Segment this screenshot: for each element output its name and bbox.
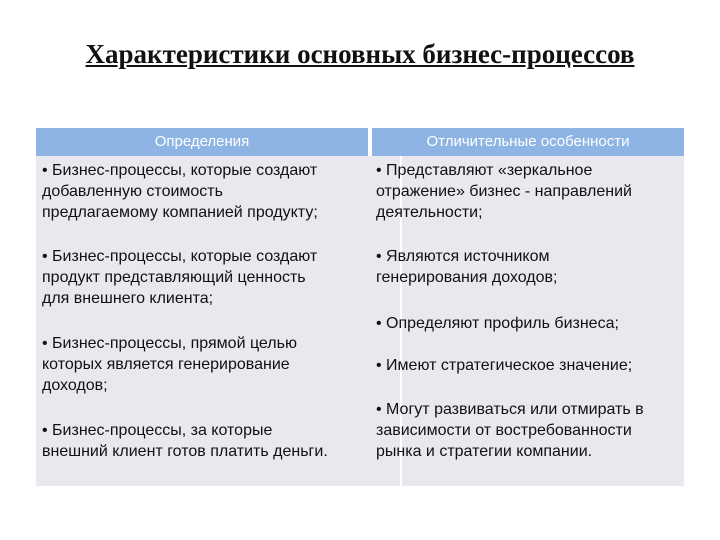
definition-item-4: • Бизнес-процессы, за которые внешний клиент готов платить деньги. [42, 422, 328, 460]
header-distinctive-features: Отличительные особенности [372, 128, 684, 156]
feature-item-5: • Могут развиваться или отмирать в зависимости от востребованности рынка и стратегии компании. [376, 401, 644, 460]
header-definitions: Определения [36, 128, 368, 156]
feature-item-1: • Представляют «зеркальное отражение» бизнес - направлений деятельности; [376, 162, 632, 221]
characteristics-table [36, 128, 684, 486]
feature-item-3: • Определяют профиль бизнеса; [376, 315, 619, 332]
definition-item-2: • Бизнес-процессы, которые создают продукт представляющий ценность для внешнего клиента; [42, 248, 318, 307]
feature-item-2: • Являются источником генерирования доходов; [376, 248, 558, 286]
definition-item-3: • Бизнес-процессы, прямой целью которых является генерирование доходов; [42, 335, 297, 394]
definition-item-1: • Бизнес-процессы, которые создают добавленную стоимость предлагаемому компанией продукту; [42, 162, 318, 221]
slide-title: Характеристики основных бизнес-процессов [85, 39, 635, 69]
feature-item-4: • Имеют стратегическое значение; [376, 357, 633, 374]
